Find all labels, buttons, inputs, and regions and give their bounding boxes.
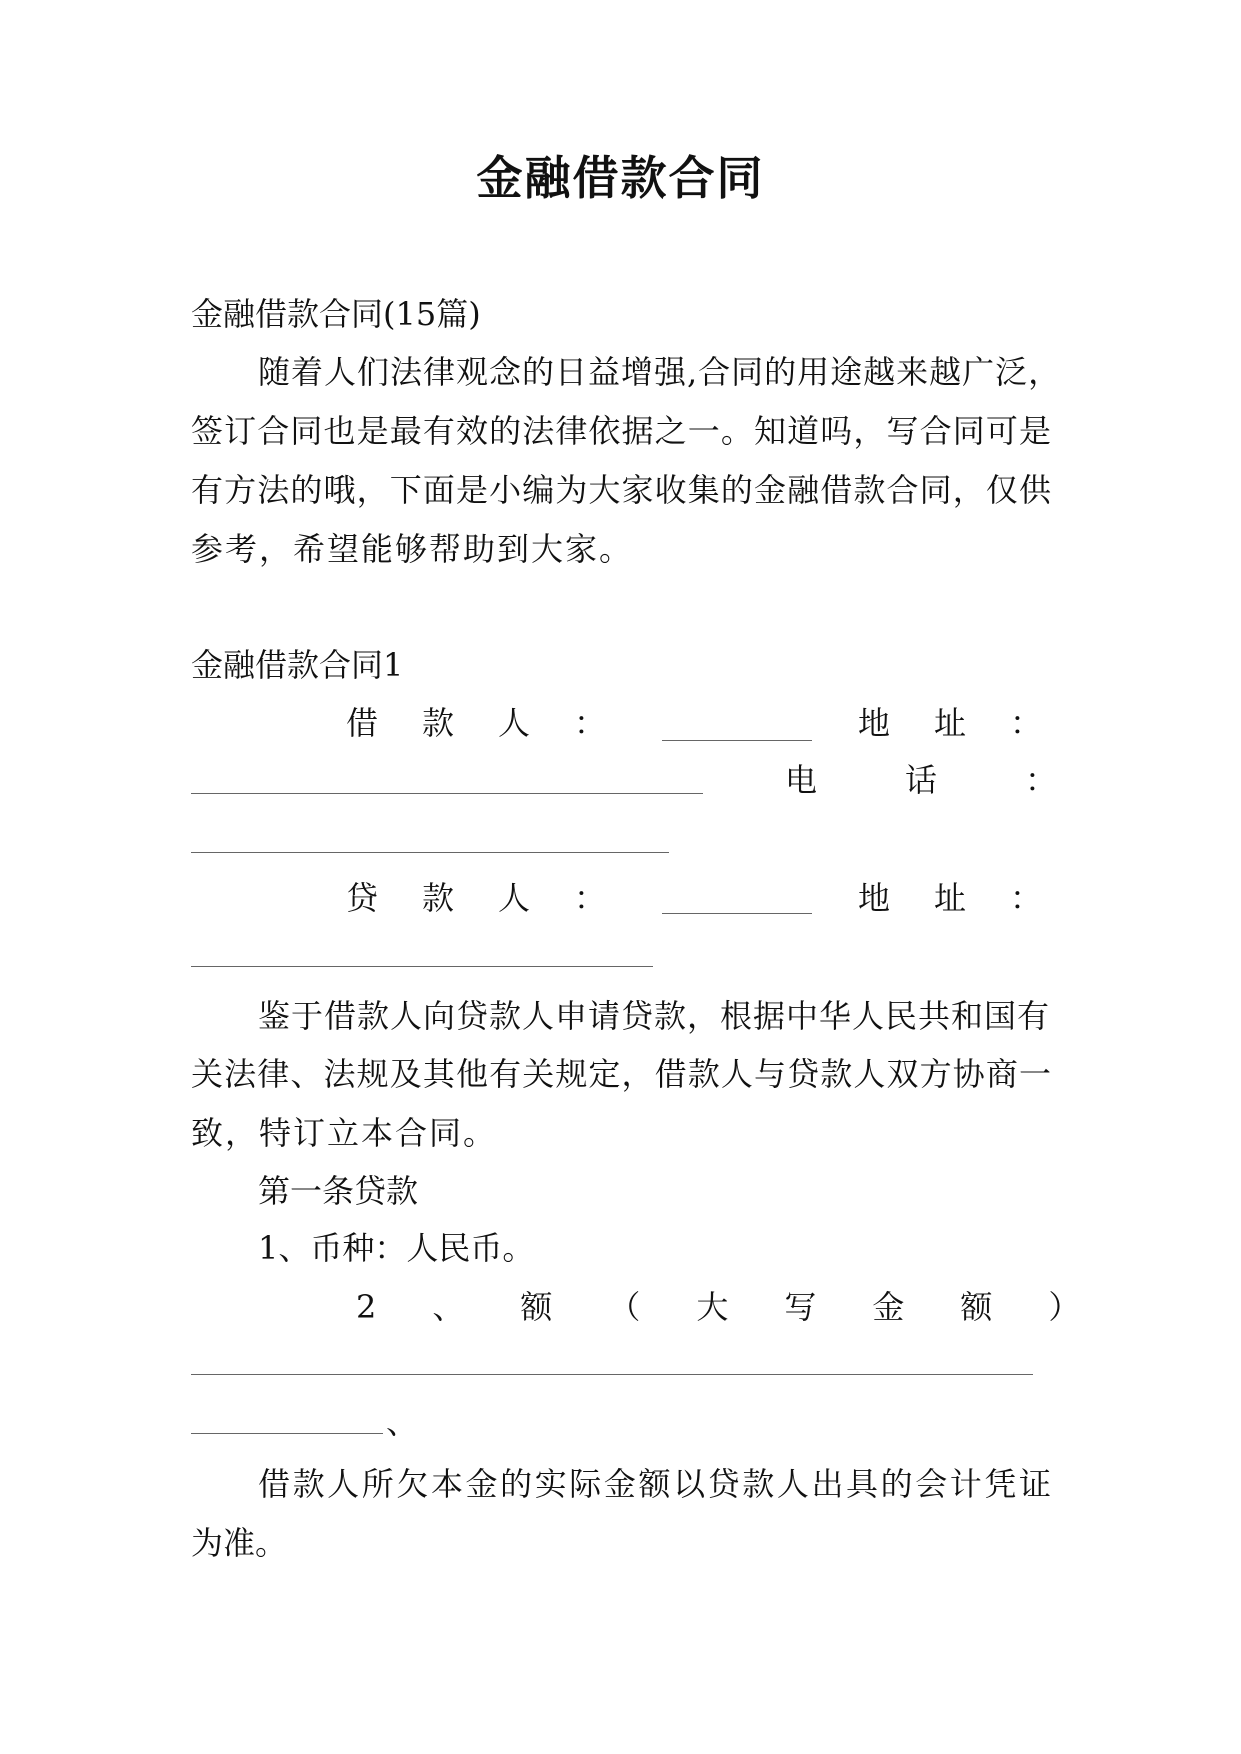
amount-blank-end-mark: 、 [386,1403,419,1441]
preamble-line-1: 鉴于借款人向贷款人申请贷款，根据中华人民共和国有 [258,997,1051,1035]
section-1-title: 金融借款合同1 [191,646,404,684]
note-line-1: 借款人所欠本金的实际金额以贷款人出具的会计凭证 [258,1465,1051,1503]
item-1-currency: 1、币种：人民币。 [258,1229,535,1267]
borrower-label: 借款人： [346,704,651,742]
borrower-address-label: 地址： [858,704,1087,742]
amount-blank-1 [191,1374,1033,1375]
intro-line-3: 有方法的哦，下面是小编为大家收集的金融借款合同，仅供 [191,471,1051,509]
lender-label: 贷款人： [346,879,651,917]
preamble-line-2: 关法律、法规及其他有关规定，借款人与贷款人双方协商一 [191,1055,1051,1093]
intro-line-4: 参考，希望能够帮助到大家。 [191,530,634,568]
borrower-phone-label: 电话： [785,761,1146,799]
note-line-2: 为准。 [191,1524,288,1562]
article-1-heading: 第一条贷款 [258,1172,419,1210]
intro-line-1: 随着人们法律观念的日益增强,合同的用途越来越广泛， [258,353,1062,391]
document-subtitle: 金融借款合同(15篇) [191,295,481,333]
item-2-amount-label: 2、额（大写金额） [356,1288,1137,1326]
amount-blank-2 [191,1433,383,1434]
lender-address-label: 地址： [858,879,1087,917]
borrower-name-blank [662,740,812,741]
borrower-phone-blank [191,852,669,853]
intro-line-2: 签订合同也是最有效的法律依据之一。知道吗，写合同可是 [191,412,1051,450]
borrower-address-blank [191,793,703,794]
document-title: 金融借款合同 [476,151,765,205]
preamble-line-3: 致，特订立本合同。 [191,1114,498,1152]
lender-name-blank [662,913,812,914]
lender-address-blank [191,966,653,967]
